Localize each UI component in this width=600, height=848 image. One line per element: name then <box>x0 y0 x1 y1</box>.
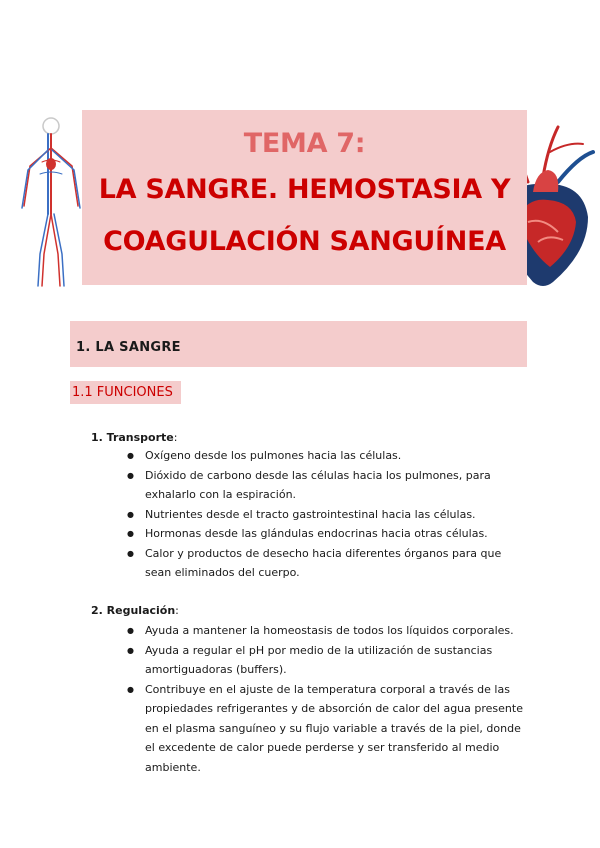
section-heading: 1. LA SANGRE <box>76 340 181 355</box>
transporte-colon: : <box>173 431 178 444</box>
list-item: ● Contribuye en el ajuste de la temperatura corporal a través de las propiedades refrigerantes y de absorción de calor del agua presente en el plasma sanguíneo y su flujo variable a través de la piel, donde el excedente de calor puede perderse y ser transferido al medio ambiente. <box>127 680 527 778</box>
transporte-list <box>127 446 527 583</box>
regulacion-heading <box>91 604 179 617</box>
page-title-line2: COAGULACIÓN SANGUÍNEA <box>103 226 506 257</box>
list-item: ● Oxígeno desde los pulmones hacia las células. <box>127 446 527 466</box>
transporte-label: 1. Transporte <box>91 431 174 444</box>
regulacion-list <box>127 621 527 777</box>
topic-number: TEMA 7: <box>243 128 366 159</box>
page-title-line1: LA SANGRE. HEMOSTASIA Y <box>98 174 511 205</box>
transporte-heading <box>91 431 177 444</box>
regulacion-label: 2. Regulación <box>91 604 176 617</box>
list-item: ● Calor y productos de desecho hacia diferentes órganos para que sean eliminados del cuerpo. <box>127 544 527 583</box>
subsection-heading: 1.1 FUNCIONES <box>72 385 173 400</box>
list-item: ● Nutrientes desde el tracto gastrointestinal hacia las células. <box>127 505 527 525</box>
list-item: ● Hormonas desde las glándulas endocrinas hacia otras células. <box>127 524 527 544</box>
list-item: ● Dióxido de carbono desde las células hacia los pulmones, para exhalarlo con la espiración. <box>127 466 527 505</box>
circulatory-system-figure-icon <box>18 114 84 290</box>
list-item: ● Ayuda a regular el pH por medio de la utilización de sustancias amortiguadoras (buffers). <box>127 641 527 680</box>
list-item: ● Ayuda a mantener la homeostasis de todos los líquidos corporales. <box>127 621 527 641</box>
regulacion-colon: : <box>175 604 179 617</box>
